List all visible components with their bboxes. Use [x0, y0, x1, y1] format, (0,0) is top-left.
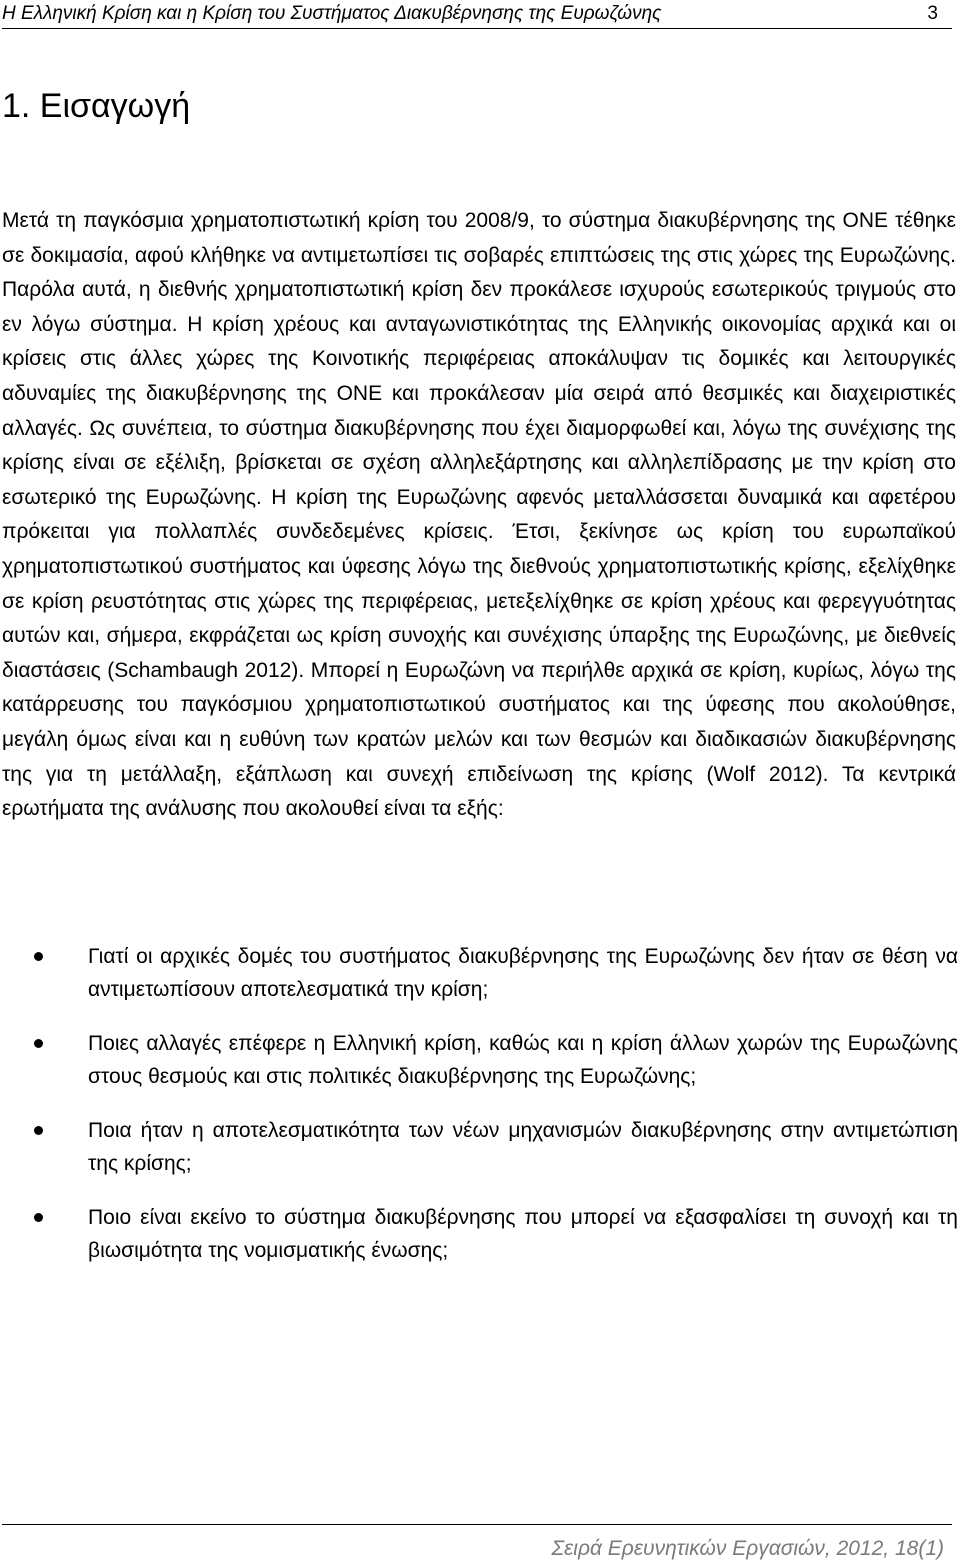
research-questions-list — [0, 940, 958, 1288]
header-title: Η Ελληνική Κρίση και η Κρίση του Συστήματος Διακυβέρνησης της Ευρωζώνης — [2, 3, 662, 24]
list-item — [0, 1201, 958, 1267]
bullet-icon — [34, 1126, 43, 1135]
list-item-text: Ποια ήταν η αποτελεσματικότητα των νέων μηχανισμών διακυβέρνησης στην αντιμετώπιση της κρίσης; — [88, 1119, 958, 1175]
running-footer — [2, 1524, 952, 1565]
bullet-icon — [34, 1213, 43, 1222]
running-header — [2, 2, 952, 29]
section-title: 1. Εισαγωγή — [2, 87, 191, 125]
intro-paragraph: Μετά τη παγκόσμια χρηματοπιστωτική κρίση του 2008/9, το σύστημα διακυβέρνησης της ΟΝΕ τέθηκε σε δοκιμασία, αφού κλήθηκε να αντιμετωπίσει τις σοβαρές επιπτώσεις της στις χώρες της Ευρωζώνης. Παρόλα αυτά, η διεθνής χρηματοπιστωτική κρίση δεν προκάλεσε ισχυρούς εσωτερικούς τριγμούς στο εν λόγω σύστημα. Η κρίση χρέους και ανταγωνιστικότητας της Ελληνικής οικονομίας αρχικά και οι κρίσεις στις άλλες χώρες της Κοινοτικής περιφέρειας αποκάλυψαν τις δομικές και λειτουργικές αδυναμίες της διακυβέρνησης της ΟΝΕ και προκάλεσαν μία σειρά από θεσμικές και διαχειριστικές αλλαγές. Ως συνέπεια, το σύστημα διακυβέρνησης που έχει διαμορφωθεί και, λόγω της συνέχισης της κρίσης είναι σε εξέλιξη, βρίσκεται σε σχέση αλληλεξάρτησης και αλληλεπίδρασης με την κρίση στο εσωτερικό της Ευρωζώνης. Η κρίση της Ευρωζώνης αφενός μεταλλάσσεται δυναμικά και αφετέρου πρόκειται για πολλαπλές συνδεδεμένες κρίσεις. Έτσι, ξεκίνησε ως κρίση του ευρωπαϊκού χρηματοπιστωτικού συστήματος και ύφεσης λόγω της διεθνούς χρηματοπιστωτικής κρίσης, εξελίχθηκε σε κρίση ρευστότητας στις χώρες της περιφέρειας, μετεξελίχθηκε σε κρίση χρέους και φερεγγυότητας αυτών και, σήμερα, εκφράζεται ως κρίση συνοχής και συνέχισης ύπαρξης της Ευρωζώνης, με διεθνείς διαστάσεις (Schambaugh 2012). Μπορεί η Ευρωζώνη να περιήλθε αρχικά σε κρίση, κυρίως, λόγω της κατάρρευσης του παγκόσμιου χρηματοπιστωτικού συστήματος και της ύφεσης που ακολούθησε, μεγάλη όμως είναι και η ευθύνη των κρατών μελών και των θεσμών και διαδικασιών διακυβέρνησης της για τη μετάλλαξη, εξάπλωση και συνεχή επιδείνωση της κρίσης (Wolf 2012). Τα κεντρικά ερωτήματα της ανάλυσης που ακολουθεί είναι τα εξής: — [2, 209, 957, 821]
list-item — [0, 1027, 958, 1093]
list-item — [0, 1114, 958, 1180]
bullet-icon — [34, 952, 43, 961]
list-item-text: Ποιες αλλαγές επέφερε η Ελληνική κρίση, καθώς και η κρίση άλλων χωρών της Ευρωζώνης στους θεσμούς και στις πολιτικές διακυβέρνησης της Ευρωζώνης; — [88, 1032, 958, 1088]
page-number: 3 — [927, 3, 938, 24]
bullet-icon — [34, 1039, 43, 1048]
list-item-text: Ποιο είναι εκείνο το σύστημα διακυβέρνησης που μπορεί να εξασφαλίσει τη συνοχή και τη βιωσιμότητα της νομισματικής ένωσης; — [88, 1206, 958, 1262]
list-item — [0, 940, 958, 1006]
footer-series: Σειρά Ερευνητικών Εργασιών, 2012, 18(1) — [551, 1537, 944, 1560]
list-item-text: Γιατί οι αρχικές δομές του συστήματος διακυβέρνησης της Ευρωζώνης δεν ήταν σε θέση να αντιμετωπίσουν αποτελεσματικά την κρίση; — [88, 945, 958, 1001]
